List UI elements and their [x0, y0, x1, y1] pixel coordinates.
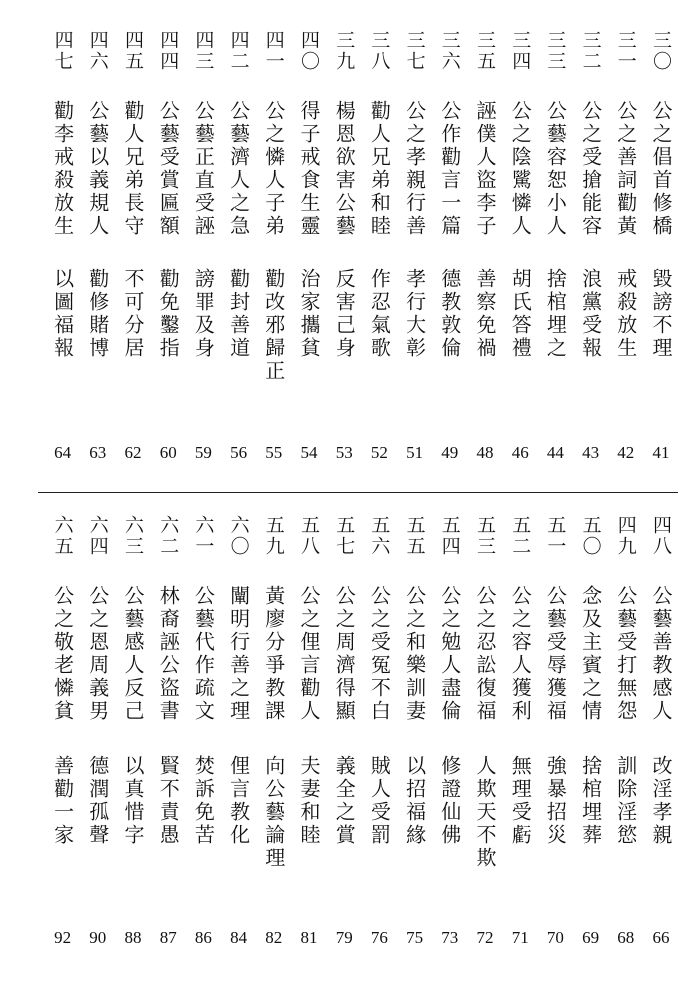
- chapter-number: 六四: [86, 515, 109, 557]
- chapter-title-line-2: 無理受虧: [508, 755, 533, 847]
- chapter-title-line-1: 公藝受打無怨: [613, 585, 638, 723]
- toc-entry-cell: [574, 30, 608, 90]
- chapter-title-line-1: 公之恩周義男: [85, 585, 110, 723]
- toc-entry-cell: [151, 585, 185, 730]
- toc-entry-cell: [81, 515, 115, 575]
- chapter-title-line-1: 公之受冤不白: [367, 585, 392, 723]
- chapter-page-number: 81: [300, 928, 318, 947]
- chapter-title-line-1: 公之俚言勸人: [297, 585, 321, 723]
- toc-entry-cell: [362, 30, 396, 90]
- toc-entry-cell: [398, 438, 432, 468]
- chapter-page-number: 73: [441, 928, 459, 947]
- chapter-page-number: 72: [476, 928, 494, 947]
- chapter-title-line-1: 誣僕人盜李子: [473, 100, 497, 238]
- chapter-page-number: 42: [617, 443, 635, 462]
- toc-entry-cell: [503, 100, 537, 240]
- chapter-title-line-2: 謗罪及身: [191, 268, 216, 360]
- toc-entry-cell: [644, 923, 678, 953]
- chapter-title-line-1: 公之陰騭憐人: [508, 100, 533, 238]
- chapter-number: 六五: [51, 515, 74, 557]
- chapter-number: 三四: [509, 30, 532, 72]
- chapter-number: 五七: [333, 515, 356, 557]
- toc-entry-cell: [327, 438, 361, 468]
- toc-entry-cell: [644, 438, 678, 468]
- toc-entry-cell: [81, 585, 115, 730]
- chapter-number: 四九: [614, 515, 637, 557]
- toc-entry-cell: [186, 268, 220, 408]
- toc-entry-cell: [222, 755, 256, 905]
- chapter-title-line-1: 公之和樂訓妻: [402, 585, 427, 723]
- toc-entry-cell: [116, 755, 150, 905]
- chapter-title-line-2: 勸免鑿指: [156, 268, 181, 360]
- toc-entry-cell: [116, 438, 150, 468]
- toc-entry-cell: [398, 755, 432, 905]
- toc-entry-cell: [468, 268, 502, 408]
- toc-entry-cell: [186, 100, 220, 240]
- chapter-title-line-2: 以招福緣: [402, 755, 427, 847]
- toc-entry-cell: [292, 755, 326, 905]
- chapter-number: 四四: [157, 30, 180, 72]
- toc-entry-cell: [81, 100, 115, 240]
- chapter-page-number: 66: [652, 928, 670, 947]
- chapter-title-line-1: 公之憐人子弟: [261, 100, 286, 238]
- chapter-number-row: [38, 515, 678, 575]
- toc-entry-cell: [644, 268, 678, 408]
- toc-entry-cell: [609, 438, 643, 468]
- chapter-title-line-1: 黃廖分爭教課: [261, 585, 286, 723]
- toc-entry-cell: [292, 100, 326, 240]
- toc-entry-cell: [151, 923, 185, 953]
- toc-entry-cell: [644, 755, 678, 905]
- chapter-title-line-2: 德潤孤聲: [85, 755, 110, 847]
- chapter-number: 六二: [157, 515, 180, 557]
- toc-entry-cell: [468, 438, 502, 468]
- chapter-page-number: 51: [406, 443, 424, 462]
- toc-entry-cell: [468, 923, 502, 953]
- toc-entry-cell: [433, 755, 467, 905]
- toc-entry-cell: [222, 268, 256, 408]
- toc-entry-cell: [257, 30, 291, 90]
- chapter-title-line-2: 不可分居: [121, 268, 145, 360]
- toc-entry-cell: [644, 585, 678, 730]
- chapter-title-line-2: 捨棺埋之: [543, 268, 568, 360]
- chapter-title-line-2: 俚言教化: [226, 755, 251, 847]
- toc-entry-cell: [644, 30, 678, 90]
- toc-entry-cell: [398, 268, 432, 408]
- chapter-page-number: 62: [124, 443, 142, 462]
- toc-entry-cell: [468, 30, 502, 90]
- chapter-page-number: 71: [511, 928, 529, 947]
- toc-entry-cell: [574, 515, 608, 575]
- chapter-number: 五〇: [579, 515, 602, 557]
- chapter-page-number: 59: [194, 443, 212, 462]
- toc-entry-cell: [81, 438, 115, 468]
- chapter-number: 五六: [368, 515, 391, 557]
- chapter-number: 五二: [509, 515, 532, 557]
- title-line-2-row: [38, 755, 678, 905]
- chapter-page-number: 75: [406, 928, 424, 947]
- chapter-page-number: 68: [617, 928, 635, 947]
- toc-entry-cell: [644, 100, 678, 240]
- chapter-page-number: 88: [124, 928, 142, 947]
- toc-entry-cell: [468, 100, 502, 240]
- chapter-title-line-1: 公之敬老憐貧: [50, 585, 75, 723]
- chapter-number: 五九: [262, 515, 285, 557]
- section-divider: [38, 492, 678, 493]
- chapter-number: 五三: [474, 515, 496, 557]
- toc-entry-cell: [538, 923, 572, 953]
- title-line-1-row: [38, 100, 678, 240]
- chapter-page-number: 49: [441, 443, 459, 462]
- chapter-title-line-2: 胡氏答禮: [508, 268, 533, 360]
- toc-entry-cell: [186, 585, 220, 730]
- toc-entry-cell: [186, 515, 220, 575]
- toc-entry-cell: [503, 515, 537, 575]
- toc-entry-cell: [292, 30, 326, 90]
- toc-entry-cell: [609, 755, 643, 905]
- toc-entry-cell: [503, 268, 537, 408]
- title-line-2-row: [38, 268, 678, 408]
- toc-entry-cell: [362, 268, 396, 408]
- toc-entry-cell: [257, 585, 291, 730]
- chapter-page-number: 87: [159, 928, 177, 947]
- chapter-number: 五八: [298, 515, 320, 557]
- chapter-title-line-2: 向公藝論理: [261, 755, 286, 870]
- chapter-title-line-1: 楊恩欲害公藝: [332, 100, 357, 238]
- chapter-number: 四〇: [298, 30, 320, 72]
- chapter-title-line-1: 林裔誣公盜書: [156, 585, 181, 723]
- toc-entry-cell: [222, 30, 256, 90]
- chapter-page-number: 56: [230, 443, 248, 462]
- toc-entry-cell: [327, 585, 361, 730]
- chapter-number: 六〇: [227, 515, 250, 557]
- toc-entry-cell: [292, 515, 326, 575]
- chapter-title-line-2: 改淫孝親: [649, 755, 673, 847]
- chapter-title-line-1: 公之忍訟復福: [473, 585, 497, 723]
- toc-entry-cell: [46, 268, 80, 408]
- chapter-page-number: 76: [370, 928, 388, 947]
- toc-entry-cell: [327, 923, 361, 953]
- toc-entry-cell: [292, 268, 326, 408]
- chapter-page-number: 84: [230, 928, 248, 947]
- toc-entry-cell: [433, 585, 467, 730]
- chapter-title-line-1: 公藝容恕小人: [543, 100, 568, 238]
- toc-entry-cell: [433, 30, 467, 90]
- chapter-title-line-2: 夫妻和睦: [297, 755, 321, 847]
- chapter-title-line-1: 公之善詞勸黃: [613, 100, 638, 238]
- toc-entry-cell: [362, 755, 396, 905]
- chapter-title-line-2: 賊人受罰: [367, 755, 392, 847]
- chapter-title-line-2: 浪黨受報: [578, 268, 603, 360]
- chapter-title-line-1: 公藝以義規人: [85, 100, 110, 238]
- toc-entry-cell: [538, 515, 572, 575]
- toc-entry-cell: [468, 585, 502, 730]
- toc-entry-cell: [46, 923, 80, 953]
- chapter-title-line-1: 勸李戒殺放生: [50, 100, 75, 238]
- toc-entry-cell: [538, 585, 572, 730]
- toc-entry-cell: [222, 585, 256, 730]
- chapter-title-line-1: 公之受搶能容: [578, 100, 603, 238]
- toc-entry-cell: [574, 268, 608, 408]
- toc-entry-cell: [468, 755, 502, 905]
- toc-entry-cell: [46, 30, 80, 90]
- chapter-title-line-2: 焚訴免苦: [191, 755, 216, 847]
- toc-entry-cell: [398, 923, 432, 953]
- chapter-number: 六三: [122, 515, 144, 557]
- toc-entry-cell: [538, 438, 572, 468]
- toc-entry-cell: [81, 30, 115, 90]
- chapter-page-number: 54: [300, 443, 318, 462]
- chapter-number: 三五: [474, 30, 496, 72]
- toc-entry-cell: [257, 438, 291, 468]
- chapter-page-number: 52: [370, 443, 388, 462]
- toc-entry-cell: [257, 100, 291, 240]
- chapter-number: 四三: [192, 30, 215, 72]
- page-number-row: [38, 923, 678, 953]
- toc-entry-cell: [538, 30, 572, 90]
- toc-entry-cell: [609, 585, 643, 730]
- toc-entry-cell: [362, 585, 396, 730]
- chapter-title-line-1: 公之容人獲利: [508, 585, 533, 723]
- toc-entry-cell: [433, 438, 467, 468]
- toc-entry-cell: [222, 100, 256, 240]
- chapter-page-number: 82: [265, 928, 283, 947]
- chapter-number: 四五: [122, 30, 144, 72]
- toc-entry-cell: [257, 268, 291, 408]
- toc-entry-cell: [151, 515, 185, 575]
- chapter-title-line-2: 治家攜貧: [297, 268, 321, 360]
- chapter-number: 四一: [262, 30, 285, 72]
- toc-bottom-section: [38, 515, 678, 960]
- toc-entry-cell: [151, 755, 185, 905]
- toc-entry-cell: [327, 515, 361, 575]
- chapter-title-line-2: 訓除淫慾: [613, 755, 638, 847]
- chapter-page-number: 70: [546, 928, 564, 947]
- toc-entry-cell: [222, 923, 256, 953]
- toc-entry-cell: [398, 585, 432, 730]
- toc-entry-cell: [46, 515, 80, 575]
- toc-entry-cell: [292, 438, 326, 468]
- toc-entry-cell: [327, 755, 361, 905]
- chapter-title-line-2: 捨棺埋葬: [578, 755, 603, 847]
- chapter-title-line-1: 念及主賓之情: [578, 585, 603, 723]
- chapter-title-line-1: 公藝受辱獲福: [543, 585, 568, 723]
- toc-entry-cell: [81, 268, 115, 408]
- toc-entry-cell: [257, 923, 291, 953]
- chapter-title-line-2: 人欺天不欺: [473, 755, 497, 870]
- chapter-number: 三〇: [650, 30, 672, 72]
- toc-entry-cell: [257, 515, 291, 575]
- toc-entry-cell: [574, 923, 608, 953]
- toc-entry-cell: [116, 515, 150, 575]
- chapter-title-line-1: 公之孝親行善: [402, 100, 427, 238]
- toc-entry-cell: [433, 268, 467, 408]
- toc-entry-cell: [81, 755, 115, 905]
- toc-entry-cell: [574, 755, 608, 905]
- toc-entry-cell: [574, 585, 608, 730]
- chapter-page-number: 43: [582, 443, 600, 462]
- toc-entry-cell: [186, 438, 220, 468]
- chapter-title-line-2: 勸封善道: [226, 268, 251, 360]
- toc-entry-cell: [222, 515, 256, 575]
- toc-entry-cell: [609, 100, 643, 240]
- toc-entry-cell: [186, 923, 220, 953]
- chapter-number: 六一: [192, 515, 215, 557]
- chapter-page-number: 41: [652, 443, 670, 462]
- toc-entry-cell: [362, 923, 396, 953]
- chapter-title-line-1: 勸人兄弟和睦: [367, 100, 392, 238]
- chapter-title-line-2: 以真惜字: [121, 755, 145, 847]
- chapter-title-line-2: 強暴招災: [543, 755, 568, 847]
- toc-entry-cell: [468, 515, 502, 575]
- toc-entry-cell: [398, 100, 432, 240]
- toc-entry-cell: [609, 30, 643, 90]
- toc-entry-cell: [538, 268, 572, 408]
- chapter-title-line-2: 毀謗不理: [649, 268, 673, 360]
- toc-entry-cell: [503, 30, 537, 90]
- chapter-title-line-2: 勸改邪歸正: [261, 268, 286, 383]
- toc-entry-cell: [81, 923, 115, 953]
- toc-entry-cell: [433, 923, 467, 953]
- toc-entry-cell: [186, 30, 220, 90]
- chapter-title-line-2: 作忍氣歌: [367, 268, 392, 360]
- toc-entry-cell: [46, 100, 80, 240]
- toc-entry-cell: [151, 268, 185, 408]
- toc-entry-cell: [151, 100, 185, 240]
- chapter-number: 三六: [438, 30, 461, 72]
- chapter-title-line-2: 德教敦倫: [437, 268, 462, 360]
- chapter-number: 三一: [614, 30, 637, 72]
- chapter-number-row: [38, 30, 678, 90]
- chapter-page-number: 79: [335, 928, 353, 947]
- chapter-title-line-2: 義全之賞: [332, 755, 357, 847]
- chapter-title-line-1: 公作勸言一篇: [437, 100, 462, 238]
- toc-entry-cell: [327, 268, 361, 408]
- toc-entry-cell: [186, 755, 220, 905]
- toc-entry-cell: [327, 100, 361, 240]
- toc-entry-cell: [433, 515, 467, 575]
- chapter-title-line-1: 公之周濟得顯: [332, 585, 357, 723]
- chapter-page-number: 44: [546, 443, 564, 462]
- chapter-title-line-1: 公之勉人盡倫: [437, 585, 462, 723]
- toc-entry-cell: [398, 30, 432, 90]
- toc-entry-cell: [398, 515, 432, 575]
- toc-entry-cell: [151, 438, 185, 468]
- chapter-page-number: 90: [89, 928, 107, 947]
- toc-entry-cell: [538, 755, 572, 905]
- page-number-row: [38, 438, 678, 468]
- chapter-title-line-1: 勸人兄弟長守: [121, 100, 145, 238]
- chapter-title-line-2: 戒殺放生: [613, 268, 638, 360]
- toc-entry-cell: [503, 923, 537, 953]
- toc-entry-cell: [46, 755, 80, 905]
- chapter-title-line-2: 孝行大彰: [402, 268, 427, 360]
- chapter-title-line-2: 反害己身: [332, 268, 357, 360]
- toc-entry-cell: [116, 100, 150, 240]
- chapter-page-number: 53: [335, 443, 353, 462]
- chapter-page-number: 46: [511, 443, 529, 462]
- toc-entry-cell: [609, 268, 643, 408]
- chapter-title-line-1: 公藝代作疏文: [191, 585, 216, 723]
- title-line-1-row: [38, 585, 678, 730]
- chapter-number: 四六: [86, 30, 109, 72]
- toc-entry-cell: [327, 30, 361, 90]
- chapter-number: 四八: [650, 515, 672, 557]
- toc-entry-cell: [46, 438, 80, 468]
- chapter-title-line-2: 善察免禍: [473, 268, 497, 360]
- toc-entry-cell: [46, 585, 80, 730]
- toc-entry-cell: [503, 438, 537, 468]
- chapter-page-number: 60: [159, 443, 177, 462]
- toc-entry-cell: [362, 438, 396, 468]
- chapter-number: 四二: [227, 30, 250, 72]
- toc-entry-cell: [257, 755, 291, 905]
- chapter-title-line-2: 以圖福報: [50, 268, 75, 360]
- toc-entry-cell: [116, 268, 150, 408]
- toc-entry-cell: [116, 30, 150, 90]
- chapter-page-number: 63: [89, 443, 107, 462]
- chapter-number: 五一: [544, 515, 567, 557]
- chapter-title-line-2: 勸修賭博: [85, 268, 110, 360]
- toc-entry-cell: [292, 923, 326, 953]
- toc-entry-cell: [609, 923, 643, 953]
- toc-entry-cell: [574, 100, 608, 240]
- chapter-title-line-2: 賢不責愚: [156, 755, 181, 847]
- toc-entry-cell: [222, 438, 256, 468]
- chapter-page-number: 64: [54, 443, 72, 462]
- chapter-number: 四七: [51, 30, 74, 72]
- toc-entry-cell: [362, 515, 396, 575]
- chapter-page-number: 48: [476, 443, 494, 462]
- toc-entry-cell: [116, 923, 150, 953]
- toc-entry-cell: [538, 100, 572, 240]
- toc-entry-cell: [362, 100, 396, 240]
- chapter-number: 三九: [333, 30, 356, 72]
- toc-entry-cell: [433, 100, 467, 240]
- toc-entry-cell: [503, 585, 537, 730]
- toc-entry-cell: [151, 30, 185, 90]
- chapter-number: 三七: [403, 30, 426, 72]
- chapter-title-line-2: 善勸一家: [50, 755, 75, 847]
- toc-entry-cell: [292, 585, 326, 730]
- toc-entry-cell: [644, 515, 678, 575]
- chapter-title-line-1: 公藝感人反己: [121, 585, 145, 723]
- chapter-number: 三二: [579, 30, 602, 72]
- chapter-page-number: 92: [54, 928, 72, 947]
- chapter-title-line-1: 公藝濟人之急: [226, 100, 251, 238]
- chapter-title-line-1: 公藝正直受誣: [191, 100, 216, 238]
- chapter-number: 五五: [403, 515, 426, 557]
- chapter-title-line-1: 闡明行善之理: [226, 585, 251, 723]
- toc-entry-cell: [503, 755, 537, 905]
- chapter-page-number: 55: [265, 443, 283, 462]
- toc-entry-cell: [574, 438, 608, 468]
- chapter-number: 三三: [544, 30, 567, 72]
- chapter-title-line-1: 公藝善教感人: [649, 585, 673, 723]
- toc-top-section: [38, 30, 678, 470]
- toc-entry-cell: [116, 585, 150, 730]
- toc-entry-cell: [609, 515, 643, 575]
- chapter-page-number: 69: [582, 928, 600, 947]
- chapter-number: 五四: [438, 515, 461, 557]
- chapter-page-number: 86: [194, 928, 212, 947]
- chapter-title-line-1: 公之倡首修橋: [649, 100, 673, 238]
- chapter-number: 三八: [368, 30, 391, 72]
- chapter-title-line-1: 公藝受賞匾額: [156, 100, 181, 238]
- chapter-title-line-1: 得子戒食生靈: [297, 100, 321, 238]
- chapter-title-line-2: 修證仙佛: [437, 755, 462, 847]
